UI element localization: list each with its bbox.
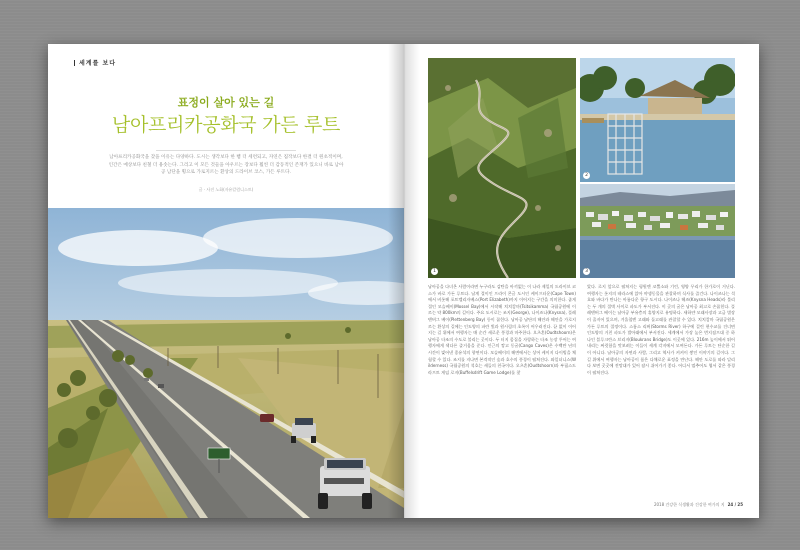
photo-mountain-pass (428, 58, 576, 278)
lodge-illustration (580, 58, 735, 182)
page-number: 24 / 25 (727, 502, 743, 507)
article-title: 남아프리카공화국 가든 루트 (111, 114, 341, 136)
left-page (48, 44, 404, 518)
photo-number-3: 3 (583, 268, 590, 275)
page-footer (654, 502, 743, 508)
article-lead: 남아프리카공화국을 찾을 이유는 다양하다. 도시는 생각보다 한 뼘 더 세련되고, 자연은 집작보다 한결 더 원초적이며, 인간은 예상보다 친철 더 용솟는다. 그리고 이 모든 것들을 아우르는 장보다 훨씬 더 감동적인 존재가 있으니 바로 남아공 남단을 횡으로 가로지르는 환상의 드라이브 코스, 가든 루트다. (108, 155, 344, 175)
lead-divider (156, 150, 296, 151)
footer-text: 2018 건강한 식생활과 건강한 여가의 지 (653, 502, 725, 507)
photo-number-2: 2 (583, 172, 590, 179)
right-page (404, 44, 759, 518)
section-label: 세계를 보다 (74, 58, 116, 67)
town-illustration (580, 184, 735, 278)
magazine-spread (48, 44, 759, 518)
photo-coastal-town (580, 184, 735, 278)
author-credit: 글 · 사진 노화(자유칼럼니스트) (198, 187, 254, 192)
hero-photo-road (48, 208, 404, 518)
mountain-pass-illustration (428, 58, 576, 278)
body-column-1: 남아공을 다녀온 사람이라면 누구라도 감탄을 아끼없는 이 나라 제일의 드라이브 코스가 바로 가든 루트다. 남계 절이인 프라이 콘글 도시인 케이프타운(Cape Town)에서 비롯해 포트엘리자베스(Port Elizabeth)까지 이어지는 구간을 의미한다. 좁게 절인 모슬베이(Mossel Bay)에서 시작해 치치캄마(Tsitsikamma) 국립공원에 이르는 약 800km의 길이다. 주요 도시로는 조지(George), 나이즈나(Knysna), 플레텐버그 베이(Plettenberg Bay) 등이 꼽힌다. 남아공 남단의 해안과 해안을 가로지르는 환상의 길에는 인도양의 파란 빛과 원시림의 초록이 어우러진다. 끝 없이 이어지는 길 위에서 여행자는 매 순간 새로운 풍경과 마주한다. 오츠혼(Oudtshoorn)은 남아공 타조의 수도로 불리는 곳이다. 두 터지 몸집을 자랑하는 타조 농장 투어는 여행자에게 색다른 즐거움을 준다. 인근의 캉고 동굴(Cango Caves)은 수백만 년의 시간이 빚어낸 종유석의 향연이다. 모슬베이의 해변에서는 상어 케이지 다이빙을 체험할 수 있다. 조지를 지나면 본격적인 숲과 호수의 풍경이 펼쳐진다. 와일더니스(Wilderness) 국립공원의 석호는 새들의 천국이다. 오츠혼(Oudtshoorn)과 부필스드라프트 게임 로지(Buffelsdrift Game Lodge)를 찾 (428, 284, 576, 375)
body-column-2: 았다. 로지 앞으로 펼쳐지는 평원엔 코뿔소와 기린, 영양 무리가 한가로이 거닌다. 여행자는 롯지의 테라스에 앉아 야생동물을 관찰하며 식사를 즐긴다. 나이즈나는 석호와 바다가 만나는 아름다운 항구 도시다. 나이즈나 헤즈(Knysna Heads)라 불리는 두 개의 절벽 사이로 파도가 부서진다. 이 곳의 굴은 남아공 최고로 손꼽힌다. 플레텐버그 베이는 남아공 부유층의 휴양지로 유명하다. 새하얀 모래사장과 고급 별장이 줄지어 있으며, 겨울철엔 고래와 돌고래를 관찰할 수 있다. 치치캄마 국립공원은 가든 루트의 절정이다. 스톰스 리버(Storms River) 하구에 걸린 현수교를 건너면 인도양의 거친 파도가 발아래에서 부서진다. 세계에서 가장 높은 번지점프대 중 하나인 블루크란스 브리지(Bloukrans Bridge)도 이곳에 있다. 216m 높이에서 뛰어내리는 짜릿함을 맛보려는 이들이 세계 각지에서 모여든다. 가든 루트는 단순한 길이 아니다. 남아공의 자연과 사람, 그리고 역사가 켜켜이 쌓인 이야기의 길이다. 그 길 위에서 여행자는 남아공이 품은 다채로운 표정을 만난다. 해안 도로를 따라 달리다 보면 곳곳에 전망대가 있어 잠시 쉬어가기 좋다. 어디서 멈추어도 엽서 같은 풍경이 펼쳐진다. (587, 284, 735, 375)
photo-shark-cage-lodge (580, 58, 735, 182)
photo-number-1: 1 (431, 268, 438, 275)
article-subtitle: 표정이 살아 있는 길 (177, 96, 275, 109)
